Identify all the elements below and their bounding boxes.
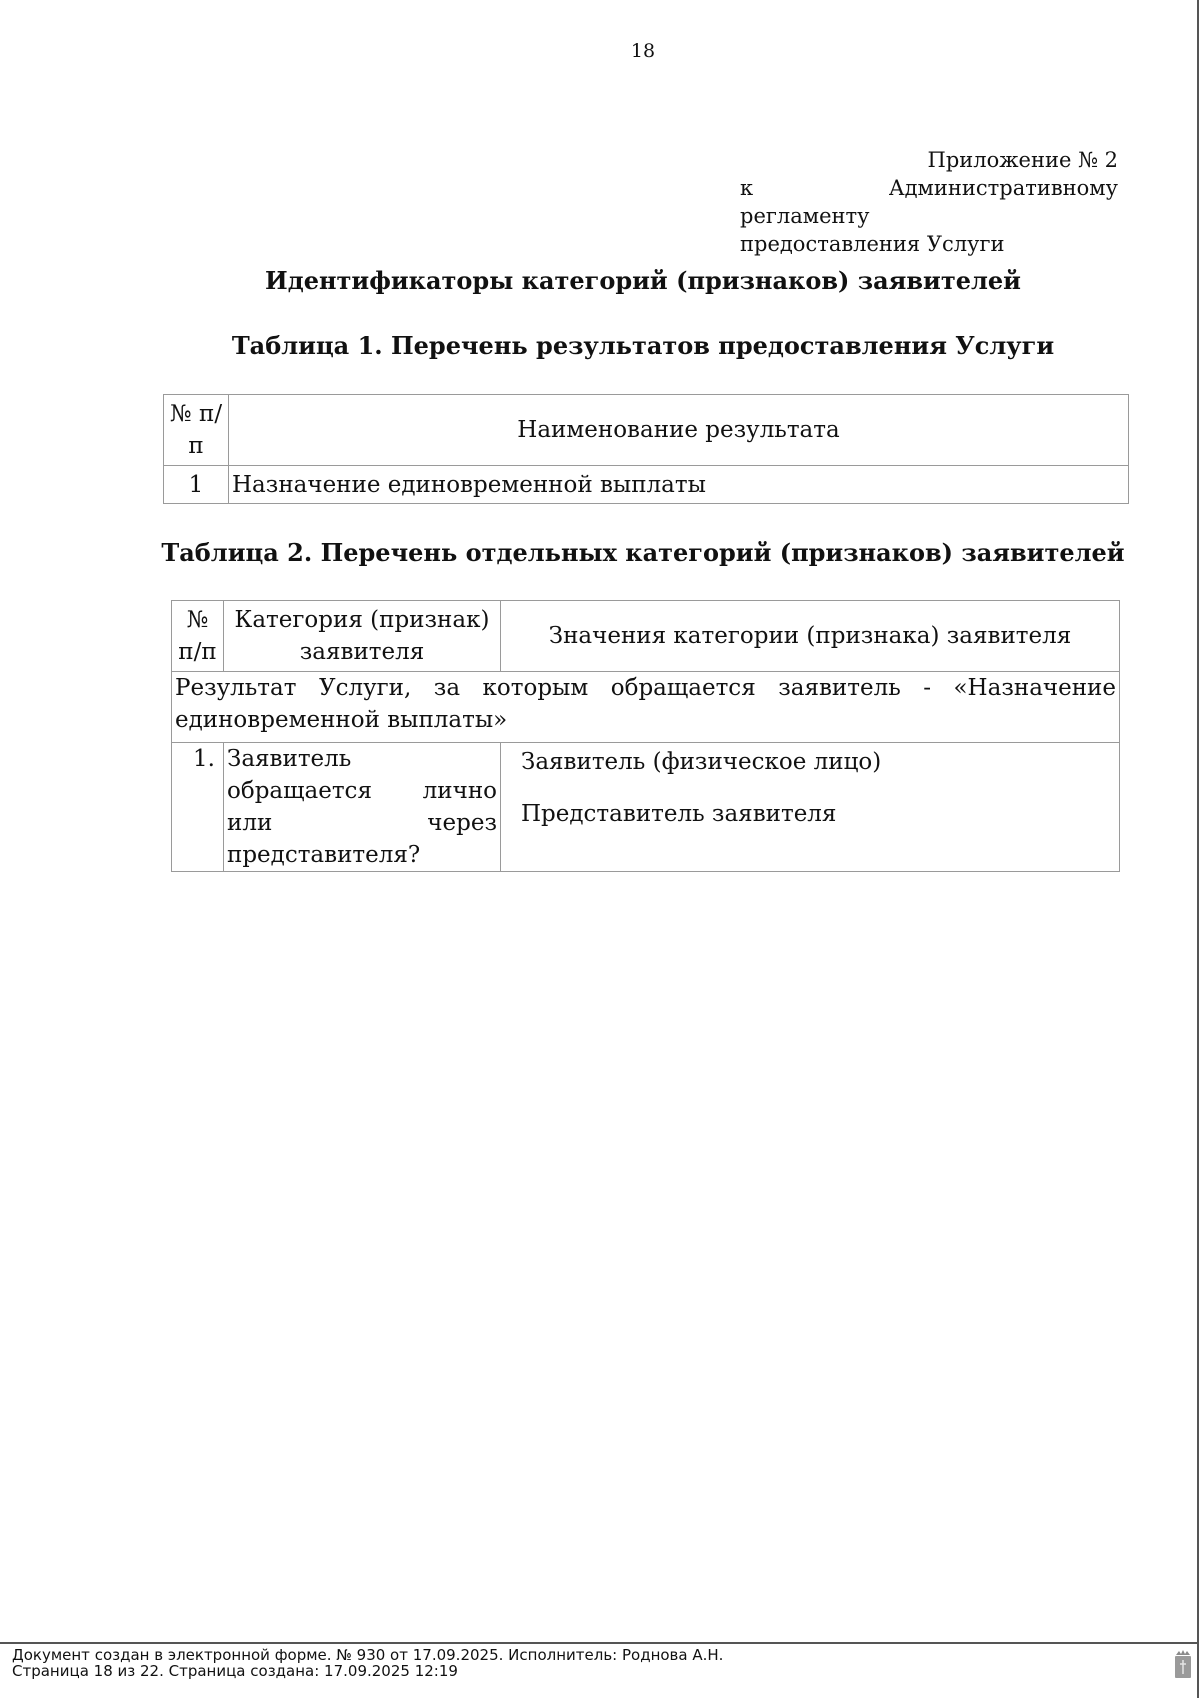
footer-line-2: Страница 18 из 22. Страница создана: 17.09.2025 12:19 [12, 1662, 458, 1680]
cell-category: Заявитель обращается лично или через представителя? [224, 743, 501, 872]
categories-table [171, 600, 1120, 872]
results-table [163, 394, 1129, 504]
cell-no: 1 [164, 466, 229, 504]
value-item: Заявитель (физическое лицо) [521, 749, 882, 775]
page-number: 18 [630, 40, 656, 62]
footer-divider [0, 1642, 1197, 1644]
header-cell-values: Значения категории (признака) заявителя [501, 601, 1120, 672]
cell-name: Назначение единовременной выплаты [229, 466, 1129, 504]
document-title: Идентификаторы категорий (признаков) заявителей [265, 266, 1021, 295]
annex-note [740, 146, 1118, 258]
page-right-border [1197, 0, 1199, 1698]
cell-values [501, 743, 1120, 872]
table-header-row [172, 601, 1120, 672]
footer [12, 1647, 723, 1679]
table-header-row [164, 395, 1129, 466]
table2-title: Таблица 2. Перечень отдельных категорий (признаков) заявителей [161, 538, 1125, 567]
annex-line-2: к Административному регламенту [740, 176, 1118, 228]
section-cell: Результат Услуги, за которым обращается заявитель - «Назначение единовременной выплаты» [172, 672, 1120, 743]
value-item: Представитель заявителя [521, 801, 837, 827]
table-row [172, 743, 1120, 872]
cell-no: 1. [172, 743, 224, 872]
section-row [172, 672, 1120, 743]
annex-line-3: предоставления Услуги [740, 232, 1005, 256]
footer-line-1: Документ создан в электронной форме. № 930 от 17.09.2025. Исполнитель: Роднова А.Н. [12, 1646, 724, 1664]
header-cell-name: Наименование результата [229, 395, 1129, 466]
header-cell-no: № п/п [172, 601, 224, 672]
header-cell-no: № п/п [164, 395, 229, 466]
coat-of-arms-icon [1172, 1648, 1194, 1680]
header-cell-category: Категория (признак) заявителя [224, 601, 501, 672]
table-row [164, 466, 1129, 504]
table1-title: Таблица 1. Перечень результатов предоставления Услуги [231, 331, 1055, 360]
annex-line-1: Приложение № 2 [927, 148, 1118, 172]
